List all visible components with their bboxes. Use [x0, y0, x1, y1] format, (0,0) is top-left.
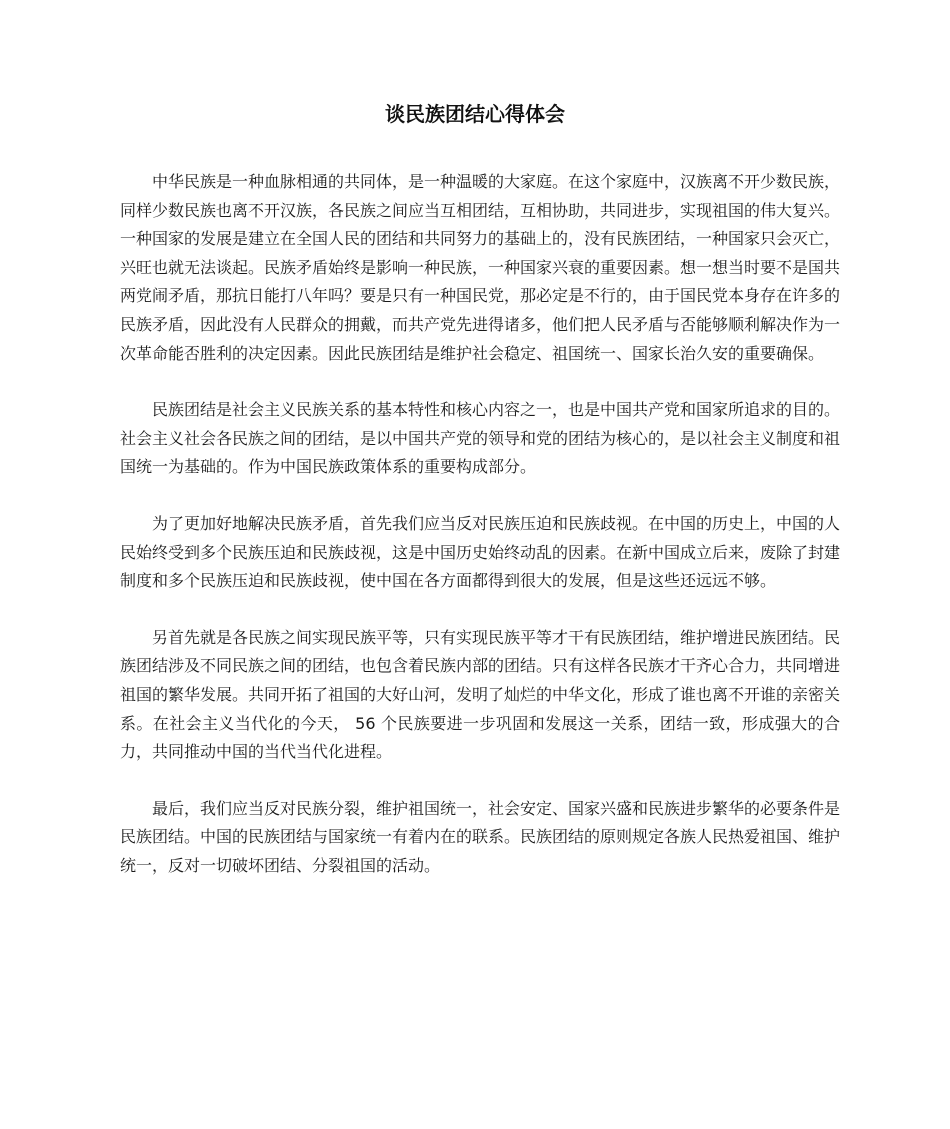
paragraph-2: 民族团结是社会主义民族关系的基本特性和核心内容之一，也是中国共产党和国家所追求的目的。社会主义社会各民族之间的团结，是以中国共产党的领导和党的团结为核心的，是以社会主义制度和祖国统一为基础的。作为中国民族政策体系的重要构成部分。 [120, 400, 841, 477]
document-body [120, 168, 840, 908]
paragraph-1: 中华民族是一种血脉相通的共同体，是一种温暖的大家庭。在这个家庭中，汉族离不开少数民族，同样少数民族也离不开汉族，各民族之间应当互相团结，互相协助，共同进步，实现祖国的伟大复兴。 一种国家的发展是建立在全国人民的团结和共同努力的基础上的，没有民族团结，一种国家只会灭亡，兴旺也就无法谈起。民族矛盾始终是影响一种民族，一种国家兴衰的重要因素。想一想当时要不是国共两党闹矛盾，那抗日能打八年吗？要是只有一种国民党，那必定是不行的，由于国民党本身存在许多的民族矛盾，因此没有人民群众的拥戴，而共产党先进得诸多，他们把人民矛盾与否能够顺利解决作为一次革命能否胜利的决定因素。因此民族团结是维护社会稳定、祖国统一、国家长治久安的重要确保。 [120, 172, 841, 363]
paragraph-4: 另首先就是各民族之间实现民族平等，只有实现民族平等才干有民族团结，维护增进民族团结。民族团结涉及不同民族之间的团结，也包含着民族内部的团结。只有这样各民族才干齐心合力，共同增进祖国的繁华发展。共同开拓了祖国的大好山河，发明了灿烂的中华文化，形成了谁也离不开谁的亲密关系。在社会主义当代化的今天， 56 个民族要进一步巩固和发展这一关系，团结一致，形成强大的合力，共同推动中国的当代当代化进程。 [120, 627, 841, 762]
document-title: 谈民族团结心得体会 [385, 102, 565, 126]
paragraph-3: 为了更加好地解决民族矛盾，首先我们应当反对民族压迫和民族歧视。在中国的历史上，中国的人民始终受到多个民族压迫和民族歧视，这是中国历史始终动乱的因素。在新中国成立后来，废除了封建制度和多个民族压迫和民族歧视，使中国在各方面都得到很大的发展，但是这些还远远不够。 [120, 513, 841, 591]
paragraph-5: 最后，我们应当反对民族分裂，维护祖国统一，社会安定、国家兴盛和民族进步繁华的必要条件是民族团结。中国的民族团结与国家统一有着内在的联系。民族团结的原则规定各族人民热爱祖国、维护统一，反对一切破坏团结、分裂祖国的活动。 [120, 798, 841, 875]
